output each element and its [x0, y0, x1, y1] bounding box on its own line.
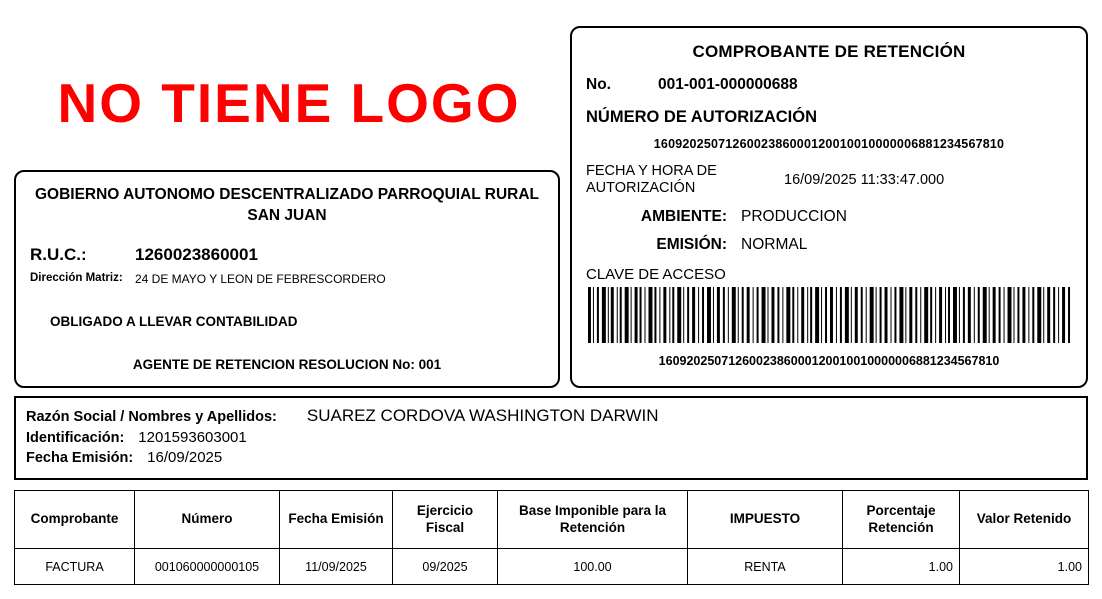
authorization-title: NÚMERO DE AUTORIZACIÓN: [586, 108, 817, 126]
receiver-date-value: 16/09/2025: [147, 449, 223, 466]
cell-valor-retenido: 1.00: [960, 549, 1089, 585]
issuer-info-box: [14, 170, 560, 388]
access-key-label: CLAVE DE ACCESO: [586, 265, 726, 283]
retention-number-row: [586, 76, 1072, 94]
receiver-info-box: [14, 396, 1088, 480]
receiver-name-label: Razón Social / Nombres y Apellidos:: [26, 409, 277, 425]
retention-info-box: [570, 26, 1088, 388]
logo-placeholder-text: NO TIENE LOGO: [57, 72, 521, 134]
access-key-value: 1609202507126002386000120010010000006881234567810: [658, 353, 1000, 368]
receiver-id-label: Identificación:: [26, 430, 125, 446]
authorization-date-row: [586, 163, 1072, 198]
cell-fecha-emision: 11/09/2025: [280, 549, 393, 585]
authorization-date-value: 16/09/2025 11:33:47.000: [784, 172, 945, 189]
header-porcentaje-retencion: Porcentaje Retención: [843, 491, 960, 549]
cell-comprobante: FACTURA: [15, 549, 135, 585]
issuer-accounting-note: OBLIGADO A LLEVAR CONTABILIDAD: [50, 313, 298, 329]
environment-row: [586, 208, 1072, 226]
cell-impuesto: RENTA: [688, 549, 843, 585]
receiver-date-label: Fecha Emisión:: [26, 450, 134, 466]
receiver-name-row: [26, 406, 1076, 426]
issuer-address-value: 24 DE MAYO Y LEON DE FEBRESCORDERO: [135, 271, 386, 286]
authorization-number: 1609202507126002386000120010010000006881234567810: [653, 137, 1005, 151]
issuer-ruc-value: 1260023860001: [135, 244, 258, 264]
header-numero: Número: [135, 491, 280, 549]
cell-base-imponible: 100.00: [498, 549, 688, 585]
issuer-agent-note: AGENTE DE RETENCION RESOLUCION No: 001: [132, 356, 442, 372]
environment-value: PRODUCCION: [741, 207, 847, 225]
header-comprobante: Comprobante: [15, 491, 135, 549]
barcode-image: [586, 287, 1072, 343]
table-header-row: [15, 491, 1089, 549]
retention-number-label: No.: [586, 76, 611, 93]
receiver-id-row: [26, 429, 1076, 446]
retention-number-value: 001-001-000000688: [658, 76, 798, 93]
logo-area: [14, 58, 564, 148]
issuer-address-row: [30, 271, 544, 286]
issuer-name: GOBIERNO AUTONOMO DESCENTRALIZADO PARROQUIAL RURAL SAN JUAN: [34, 186, 540, 224]
issuer-ruc-row: [30, 245, 544, 265]
header-base-imponible: Base Imponible para la Retención: [498, 491, 688, 549]
cell-numero: 001060000000105: [135, 549, 280, 585]
receiver-date-row: [26, 449, 1076, 466]
header-impuesto: IMPUESTO: [688, 491, 843, 549]
retention-detail-table: [14, 490, 1089, 585]
receiver-id-value: 1201593603001: [138, 429, 247, 446]
emission-label: EMISIÓN:: [656, 235, 727, 253]
header-valor-retenido: Valor Retenido: [960, 491, 1089, 549]
cell-porcentaje: 1.00: [843, 549, 960, 585]
cell-ejercicio-fiscal: 09/2025: [393, 549, 498, 585]
receiver-name-value: SUAREZ CORDOVA WASHINGTON DARWIN: [306, 406, 659, 425]
issuer-address-label: Dirección Matriz:: [30, 271, 123, 284]
emission-row: [586, 236, 1072, 254]
authorization-date-label: FECHA Y HORA DE AUTORIZACIÓN: [586, 163, 717, 197]
retention-title: COMPROBANTE DE RETENCIÓN: [692, 42, 966, 61]
issuer-ruc-label: R.U.C.:: [30, 244, 87, 264]
table-row: [15, 549, 1089, 585]
emission-value: NORMAL: [741, 235, 808, 253]
header-ejercicio-fiscal: Ejercicio Fiscal: [393, 491, 498, 549]
header-fecha-emision: Fecha Emisión: [280, 491, 393, 549]
environment-label: AMBIENTE:: [640, 207, 727, 225]
